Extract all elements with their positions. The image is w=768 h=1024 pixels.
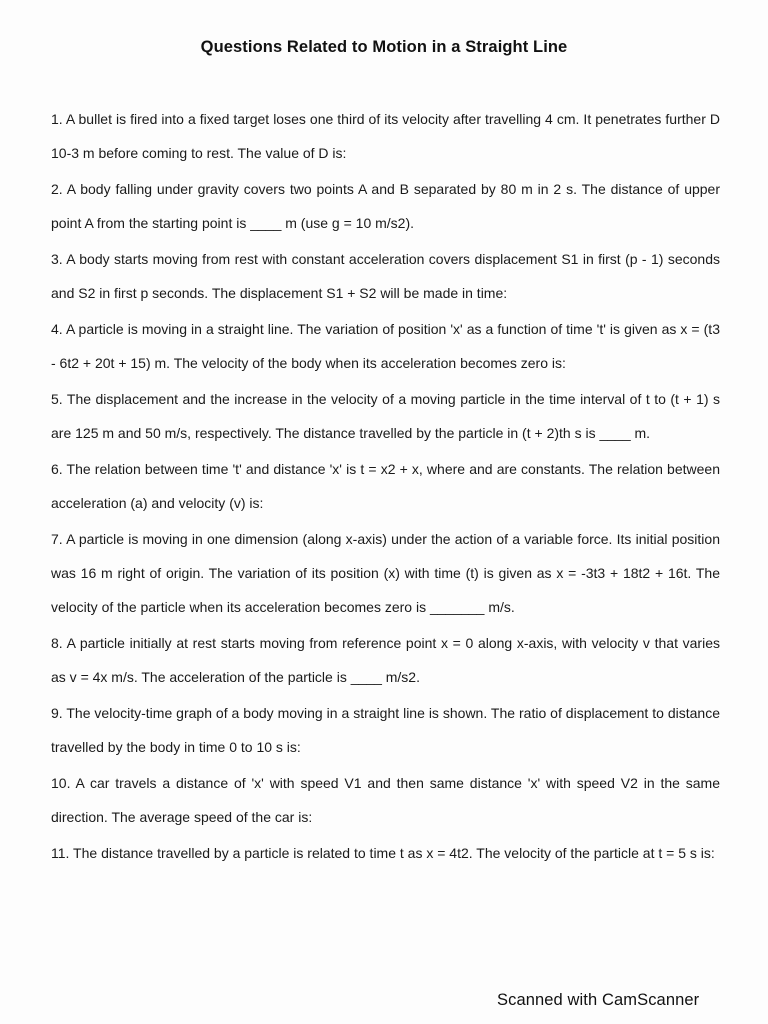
question-6: 6. The relation between time 't' and distance 'x' is t = x2 + x, where and are constants. The relation between acceleration (a) and velocity (v) is:: [51, 461, 720, 511]
question-2: 2. A body falling under gravity covers two points A and B separated by 80 m in 2 s. The distance of upper point A from the starting point is ____ m (use g = 10 m/s2).: [51, 181, 720, 231]
question-4: 4. A particle is moving in a straight line. The variation of position 'x' as a function of time 't' is given as x = (t3 - 6t2 + 20t + 15) m. The velocity of the body when its acceleration becomes zero is:: [51, 321, 720, 371]
camscanner-watermark: Scanned with CamScanner: [497, 991, 700, 1009]
question-11: 11. The distance travelled by a particle is related to time t as x = 4t2. The velocity of the particle at t = 5 s is:: [51, 845, 715, 861]
question-1: 1. A bullet is fired into a fixed target loses one third of its velocity after travelling 4 cm. It penetrates further D 10-3 m before coming to rest. The value of D is:: [51, 111, 720, 161]
question-5: 5. The displacement and the increase in the velocity of a moving particle in the time interval of t to (t + 1) s are 125 m and 50 m/s, respectively. The distance travelled by the particle in (t + 2)th s is ____ m.: [51, 391, 720, 441]
question-list: [51, 102, 720, 872]
question-7: 7. A particle is moving in one dimension (along x-axis) under the action of a variable force. Its initial position was 16 m right of origin. The variation of its position (x) with time (t) is given as x = -3t3 + 18t2 + 16t. The velocity of the particle when its acceleration becomes zero is _______ m/s.: [51, 531, 720, 615]
question-10: 10. A car travels a distance of 'x' with speed V1 and then same distance 'x' with speed V2 in the same direction. The average speed of the car is:: [51, 775, 720, 825]
question-8: 8. A particle initially at rest starts moving from reference point x = 0 along x-axis, with velocity v that varies as v = 4x m/s. The acceleration of the particle is ____ m/s2.: [51, 635, 720, 685]
question-3: 3. A body starts moving from rest with constant acceleration covers displacement S1 in first (p - 1) seconds and S2 in first p seconds. The displacement S1 + S2 will be made in time:: [51, 251, 720, 301]
page-title: Questions Related to Motion in a Straight Line: [200, 38, 568, 56]
question-9: 9. The velocity-time graph of a body moving in a straight line is shown. The ratio of displacement to distance travelled by the body in time 0 to 10 s is:: [51, 705, 720, 755]
